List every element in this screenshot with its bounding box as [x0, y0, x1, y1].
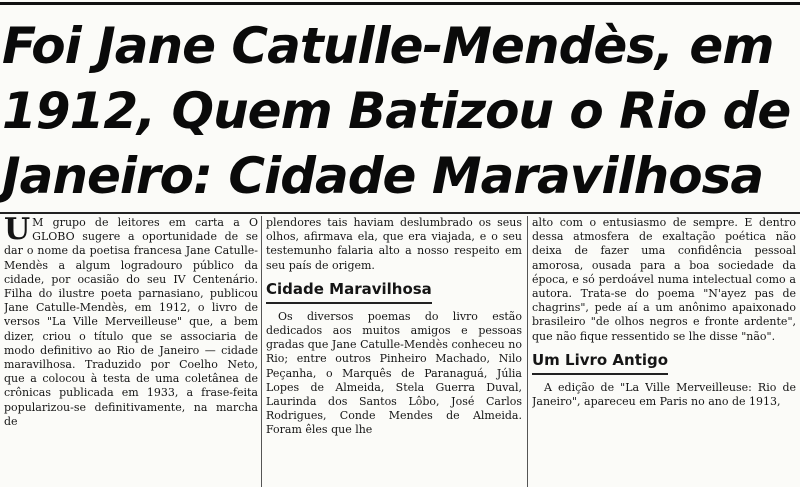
- column-3-text-top: alto com o entusiasmo de sempre. E dentro dessa atmosfera de exaltação poética não deixa de fazer uma confidência pessoal amorosa, ousada para a boa sociedade da época, e só perdoável numa intelectual como a autora. Trata-se do poema "N'ayez pas de chagrins", pede aí a um anônimo apaixonado brasileiro "de olhos negros e fronte ardente", que não fique ressentido se lhe disse "não".: [532, 216, 796, 343]
- subhead-cidade-maravilhosa: Cidade Maravilhosa: [266, 279, 432, 304]
- column-3-text-bottom: A edição de "La Ville Merveilleuse: Rio de Janeiro", apareceu em Paris no ano de 1913,: [532, 380, 796, 409]
- column-3: [532, 216, 796, 487]
- column-divider-1: [261, 216, 262, 487]
- subhead-um-livro-antigo: Um Livro Antigo: [532, 350, 668, 375]
- column-1-paragraph: [4, 216, 258, 429]
- headline: Foi Jane Catulle-Mendès, em 1912, Quem Batizou o Rio de Janeiro: Cidade Maravilhosa: [2, 17, 791, 205]
- subhead-wrap-cidade: [266, 273, 522, 310]
- column-2-text-bottom: Os diversos poemas do livro estão dedicados aos muitos amigos e pessoas gradas que Jane Catulle-Mendès conheceu no Rio; entre outros Pinheiro Machado, Nilo Peçanha, o Marquês de Paranaguá, Júlia Lopes de Almeida, Stela Guerra Duval, Laurinda dos Santos Lôbo, José Carlos Rodrigues, Conde Mendes de Almeida. Foram êles que lhe: [266, 309, 522, 437]
- column-divider-2: [527, 216, 528, 487]
- column-2-text-top: plendores tais haviam deslumbrado os seus olhos, afirmava ela, que era viajada, e o seu testemunho falaria alto a nosso respeito em seu país de origem.: [266, 216, 522, 272]
- subhead-wrap-livro: [532, 344, 796, 381]
- dropcap: U: [4, 216, 31, 247]
- column-1: [4, 216, 258, 487]
- column-2: [266, 216, 522, 487]
- column-1-text: M grupo de leitores em carta a O GLOBO sugere a oportunidade de se dar o nome da poetisa francesa Jane Catulle-Mendès a algum logradouro público da cidade, por ocasião do seu IV Centenário. Filha do ilustre poeta parnasiano, publicou Jane Catulle-Mendès, em 1912, o livro de versos "La Ville Merveilleuse" que, a bem dizer, criou o título que se associaria de modo definitivo ao Rio de Janeiro — cidade maravilhosa. Traduzido por Coelho Neto, que a colocou à testa de uma coletânea de crônicas publicada em 1933, a frase-feita popularizou-se definitivamente, na marcha de: [4, 216, 258, 428]
- headline-rule: [0, 212, 800, 214]
- top-rule: [0, 2, 800, 5]
